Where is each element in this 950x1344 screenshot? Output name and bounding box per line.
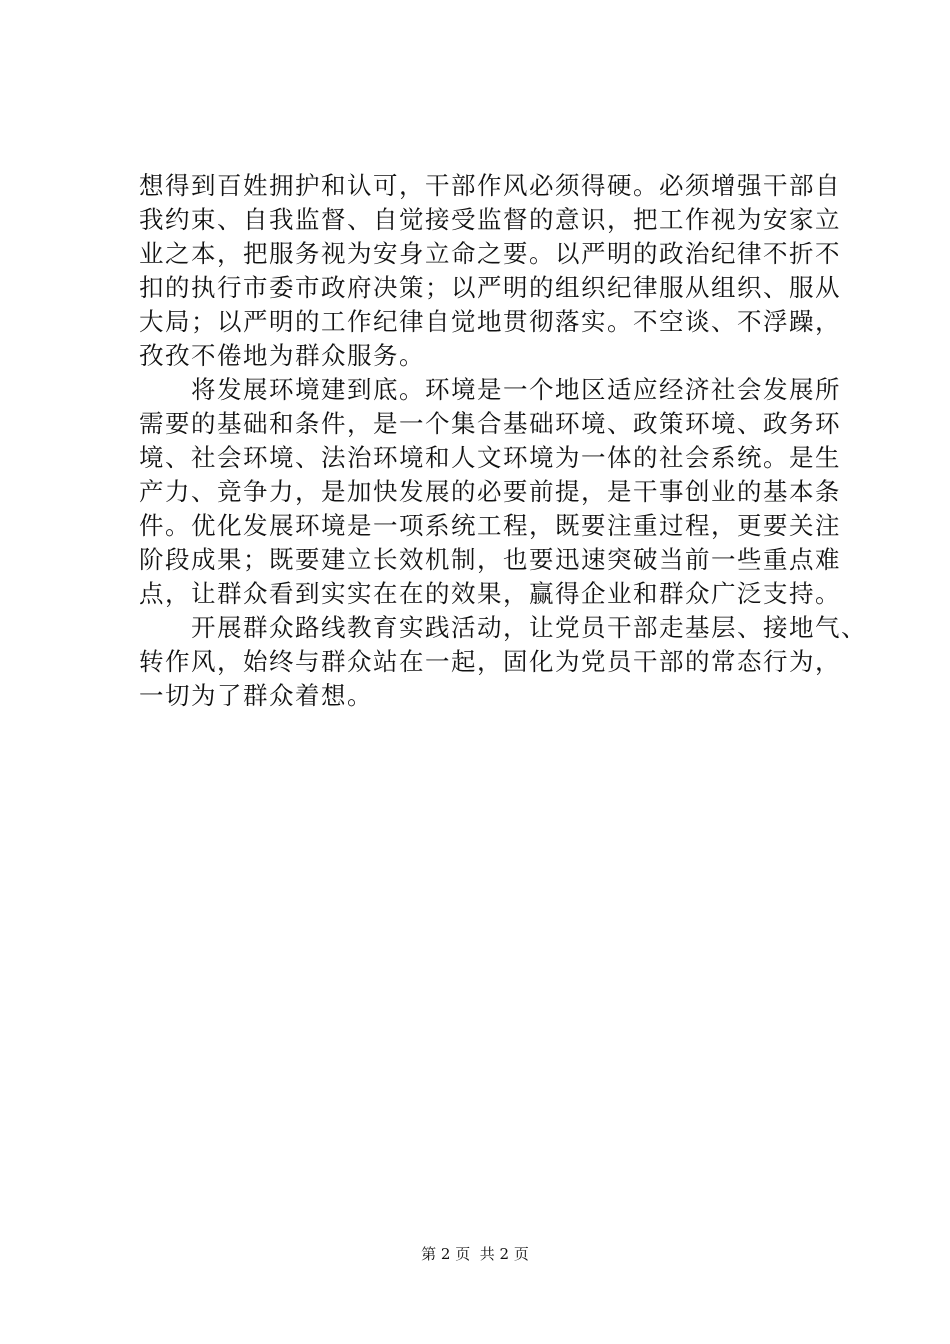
- text-line: 转作风，始终与群众站在一起，固化为党员干部的常态行为，: [139, 647, 841, 676]
- body-text: [139, 169, 867, 713]
- text-line: 将发展环境建到底。环境是一个地区适应经济社会发展所: [139, 375, 841, 404]
- text-line: 大局；以严明的工作纪律自觉地贯彻落实。不空谈、不浮躁，: [139, 307, 841, 336]
- text-line: 点，让群众看到实实在在的效果，赢得企业和群众广泛支持。: [139, 579, 841, 608]
- text-line: 想得到百姓拥护和认可，干部作风必须得硬。必须增强干部自: [139, 171, 841, 200]
- text-line: 业之本，把服务视为安身立命之要。以严明的政治纪律不折不: [139, 239, 841, 268]
- text-line: 开展群众路线教育实践活动，让党员干部走基层、接地气、: [139, 613, 867, 642]
- text-line: 境、社会环境、法治环境和人文环境为一体的社会系统。是生: [139, 443, 841, 472]
- text-line: 件。优化发展环境是一项系统工程，既要注重过程，更要关注: [139, 511, 841, 540]
- text-line: 扣的执行市委市政府决策；以严明的组织纪律服从组织、服从: [139, 273, 841, 302]
- text-line: 我约束、自我监督、自觉接受监督的意识，把工作视为安家立: [139, 205, 841, 234]
- text-line: 产力、竞争力，是加快发展的必要前提，是干事创业的基本条: [139, 477, 841, 506]
- text-line: 孜孜不倦地为群众服务。: [139, 341, 425, 370]
- page-footer: 第 2 页 共 2 页: [421, 1245, 529, 1263]
- text-line: 需要的基础和条件，是一个集合基础环境、政策环境、政务环: [139, 409, 841, 438]
- text-line: 一切为了群众着想。: [139, 681, 373, 710]
- text-line: 阶段成果；既要建立长效机制，也要迅速突破当前一些重点难: [139, 545, 841, 574]
